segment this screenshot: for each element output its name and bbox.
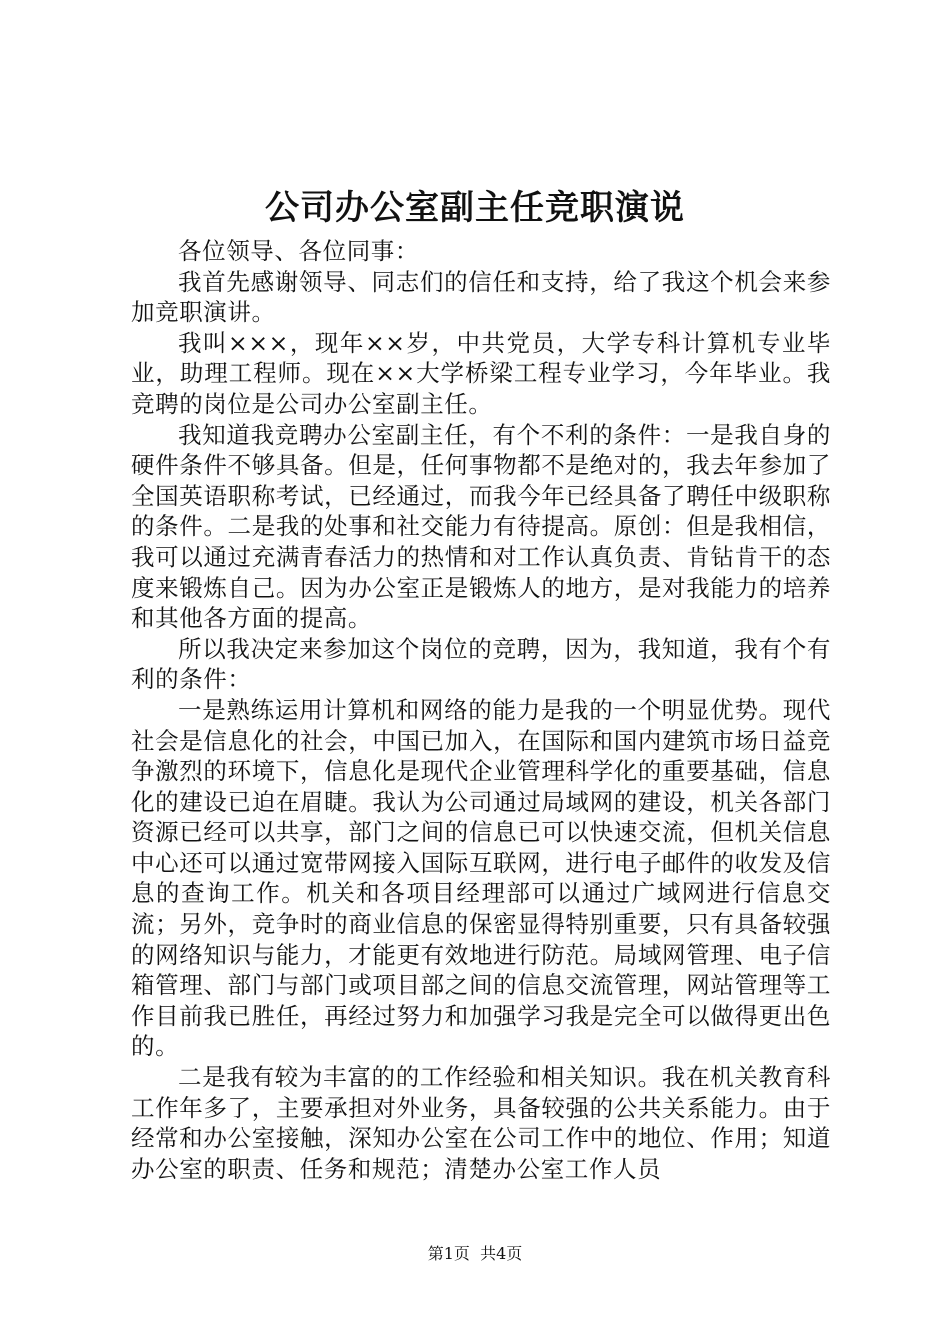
paragraph-greeting: 各位领导、各位同事： — [178, 237, 419, 265]
paragraph-advantage-one: 一是熟练运用计算机和网络的能力是我的一个明显优势。现代社会是信息化的社会，中国已加入，在国际和国内建筑市场日益竞争激烈的环境下，信息化是现代企业管理科学化的重要基础，信息化的建设已迫在眉睫。我认为公司通过局域网的建设，机关各部门资源已经可以共享，部门之间的信息已可以快速交流，但机关信息中心还可以通过宽带网接入国际互联网，进行电子邮件的收发及信息的查询工作。机关和各项目经理部可以通过广域网进行信息交流；另外，竞争时的商业信息的保密显得特别重要，只有具备较强的网络知识与能力，才能更有效地进行防范。局域网管理、电子信箱管理、部门与部门或项目部之间的信息交流管理，网站管理等工作目前我已胜任，再经过努力和加强学习我是完全可以做得更出色的。 — [131, 695, 831, 1061]
paragraph-self-intro: 我叫×××，现年××岁，中共党员，大学专科计算机专业毕业，助理工程师。现在××大学桥梁工程专业学习，今年毕业。我竞聘的岗位是公司办公室副主任。 — [131, 328, 831, 418]
paragraph-disadvantages: 我知道我竞聘办公室副主任，有个不利的条件：一是我自身的硬件条件不够具备。但是，任何事物都不是绝对的，我去年参加了全国英语职称考试，已经通过，而我今年已经具备了聘任中级职称的条件。二是我的处事和社交能力有待提高。原创：但是我相信，我可以通过充满青春活力的热情和对工作认真负责、肯钻肯干的态度来锻炼自己。因为办公室正是锻炼人的地方，是对我能力的培养和其他各方面的提高。 — [131, 420, 831, 633]
page-footer — [0, 1243, 950, 1265]
document-title: 公司办公室副主任竞职演说 — [265, 188, 685, 228]
paragraph-advantage-two: 二是我有较为丰富的的工作经验和相关知识。我在机关教育科工作年多了，主要承担对外业务，具备较强的公共关系能力。由于经常和办公室接触，深知办公室在公司工作中的地位、作用；知道办公室的职责、任务和规范；清楚办公室工作人员 — [131, 1063, 831, 1183]
document-body — [131, 236, 831, 1184]
paragraph-decision: 所以我决定来参加这个岗位的竞聘，因为，我知道，我有个有利的条件： — [131, 634, 831, 694]
paragraph-thanks: 我首先感谢领导、同志们的信任和支持，给了我这个机会来参加竞职演讲。 — [131, 267, 831, 327]
page-number-label: 第1页 共4页 — [427, 1244, 523, 1263]
